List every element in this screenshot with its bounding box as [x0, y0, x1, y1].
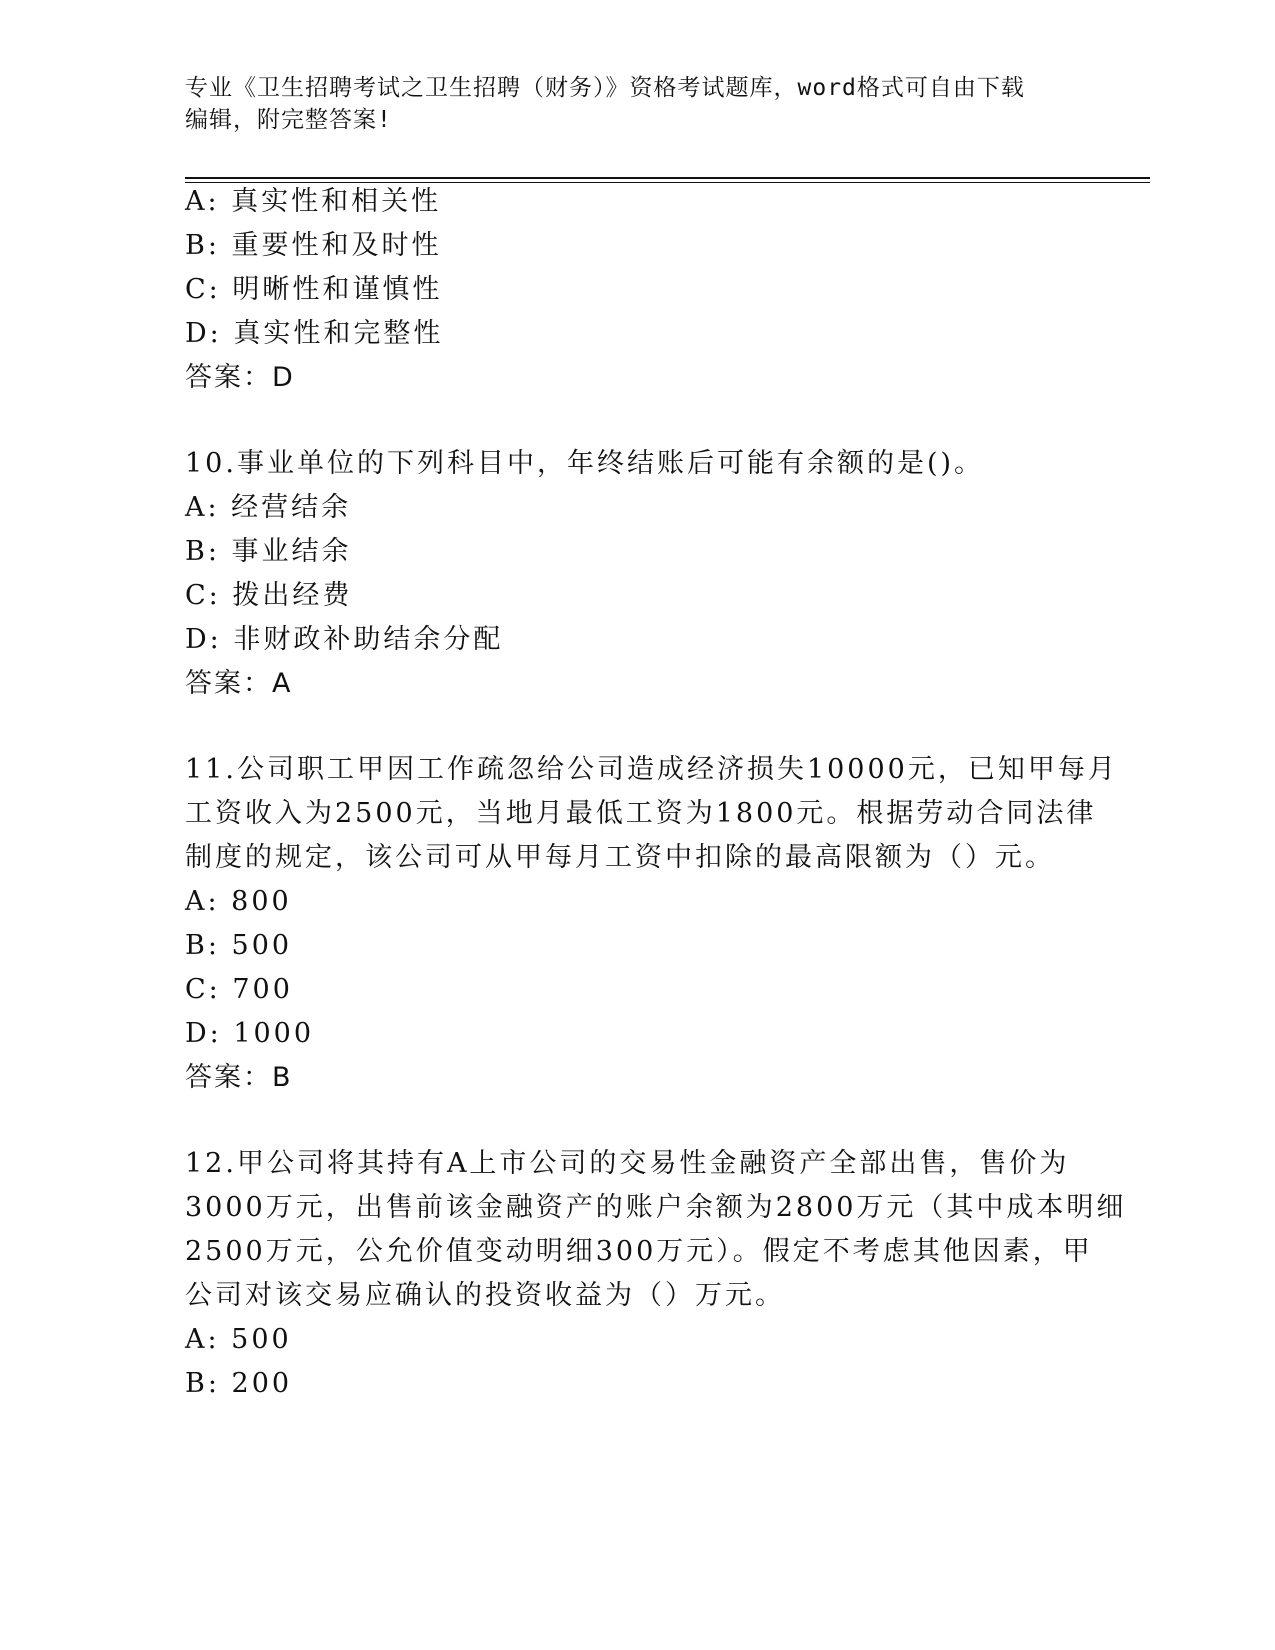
q11-answer: 答案：B [185, 1062, 293, 1093]
q11-stem-line-1: 11.公司职工甲因工作疏忽给公司造成经济损失10000元，已知甲每月 [185, 754, 1118, 785]
q9-option-d: D: 真实性和完整性 [185, 318, 444, 349]
q12-stem-line-3: 2500万元，公允价值变动明细300万元）。假定不考虑其他因素，甲 [185, 1236, 1093, 1267]
q11-option-a: A: 800 [185, 886, 292, 917]
q10-option-d: D: 非财政补助结余分配 [185, 624, 504, 655]
header-divider-thick [185, 177, 1150, 179]
q10-stem: 10.事业单位的下列科目中，年终结账后可能有余额的是()。 [185, 448, 985, 479]
header-line-1: 专业《卫生招聘考试之卫生招聘（财务）》资格考试题库，word格式可自由下载 [185, 75, 1025, 101]
q9-answer: 答案：D [185, 362, 295, 393]
q10-answer: 答案：A [185, 668, 293, 699]
header-line-2: 编辑，附完整答案! [185, 107, 392, 133]
q11-option-b: B: 500 [185, 930, 293, 961]
q11-option-d: D: 1000 [185, 1018, 315, 1049]
header-divider-thin [185, 182, 1150, 183]
q12-stem-line-1: 12.甲公司将其持有A上市公司的交易性金融资产全部出售，售价为 [185, 1148, 1070, 1179]
q11-option-c: C: 700 [185, 974, 293, 1005]
q11-stem-line-3: 制度的规定，该公司可从甲每月工资中扣除的最高限额为（）元。 [185, 842, 1055, 873]
q12-option-a: A: 500 [185, 1324, 292, 1355]
document-header [185, 72, 1085, 136]
q11-stem-line-2: 工资收入为2500元，当地月最低工资为1800元。根据劳动合同法律 [185, 798, 1097, 829]
q12-stem-line-4: 公司对该交易应确认的投资收益为（）万元。 [185, 1280, 785, 1311]
q10-option-b: B: 事业结余 [185, 536, 352, 567]
q9-option-c: C: 明晰性和谨慎性 [185, 274, 443, 305]
q12-option-b: B: 200 [185, 1368, 293, 1399]
q9-option-b: B: 重要性和及时性 [185, 230, 442, 261]
q10-option-c: C: 拨出经费 [185, 580, 353, 611]
q9-option-a: A: 真实性和相关性 [185, 186, 442, 217]
q12-stem-line-2: 3000万元，出售前该金融资产的账户余额为2800万元（其中成本明细 [185, 1192, 1127, 1223]
q10-option-a: A: 经营结余 [185, 492, 352, 523]
